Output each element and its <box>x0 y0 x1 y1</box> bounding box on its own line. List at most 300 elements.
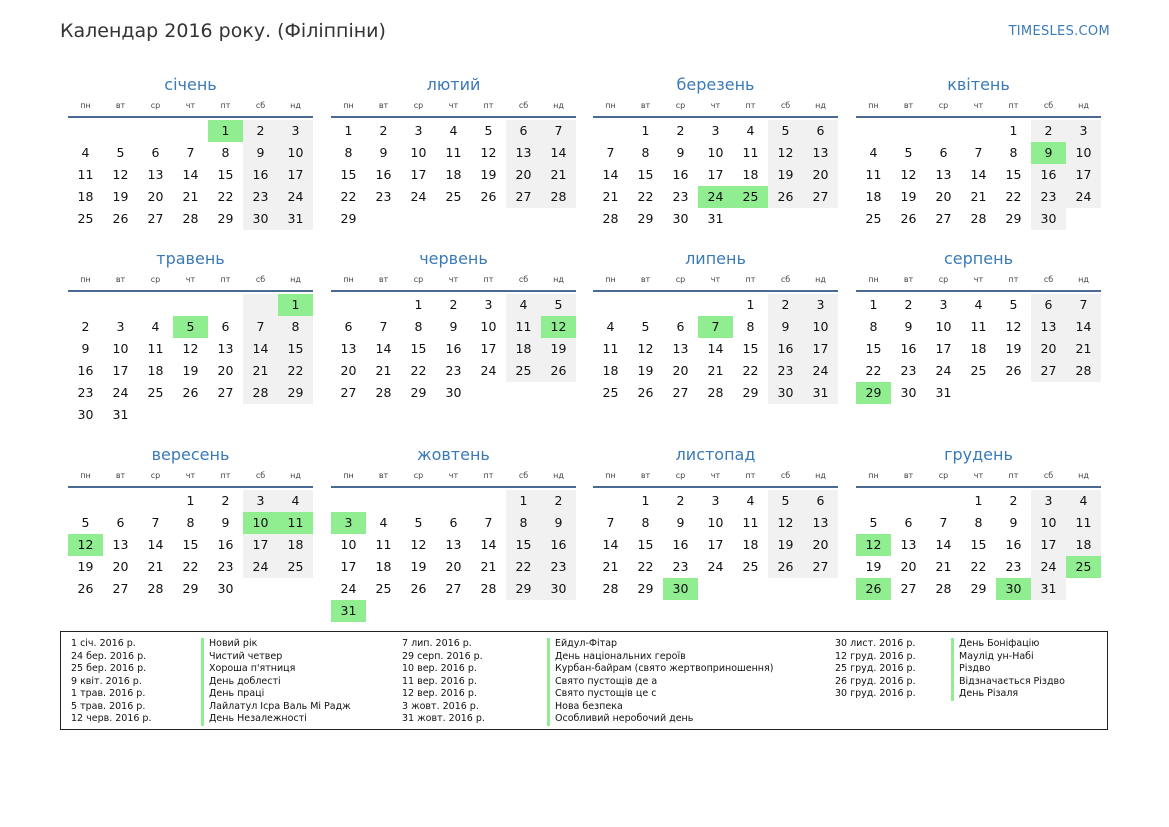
day-cell[interactable]: 20 <box>340 363 357 378</box>
day-cell[interactable]: 4 <box>746 493 755 508</box>
day-cell[interactable]: 3 <box>803 294 838 316</box>
day-cell[interactable]: 21 <box>602 189 619 204</box>
day-cell[interactable]: 26 <box>480 189 497 204</box>
day-cell[interactable]: 14 <box>970 167 987 182</box>
day-cell[interactable]: 17 <box>340 559 357 574</box>
day-cell[interactable]: 5 <box>173 316 208 338</box>
day-cell[interactable]: 15 <box>637 537 654 552</box>
day-cell[interactable]: 30 <box>541 578 576 600</box>
day-cell[interactable]: 26 <box>768 556 803 578</box>
day-cell[interactable]: 3 <box>1031 490 1066 512</box>
day-cell[interactable]: 8 <box>414 319 423 334</box>
day-cell[interactable]: 24 <box>1031 556 1066 578</box>
day-cell[interactable]: 25 <box>147 385 164 400</box>
day-cell[interactable]: 18 <box>147 363 164 378</box>
day-cell[interactable]: 28 <box>147 581 164 596</box>
day-cell[interactable]: 21 <box>541 164 576 186</box>
day-cell[interactable]: 13 <box>445 537 462 552</box>
day-cell[interactable]: 20 <box>445 559 462 574</box>
day-cell[interactable]: 23 <box>217 559 234 574</box>
day-cell[interactable]: 4 <box>974 297 983 312</box>
day-cell[interactable]: 15 <box>1005 167 1022 182</box>
day-cell[interactable]: 6 <box>939 145 948 160</box>
day-cell[interactable]: 25 <box>278 556 313 578</box>
day-cell[interactable]: 13 <box>803 142 838 164</box>
day-cell[interactable]: 13 <box>803 512 838 534</box>
day-cell[interactable]: 31 <box>112 407 129 422</box>
day-cell[interactable]: 22 <box>742 363 759 378</box>
day-cell[interactable]: 16 <box>900 341 917 356</box>
day-cell[interactable]: 24 <box>707 559 724 574</box>
day-cell[interactable]: 16 <box>77 363 94 378</box>
day-cell[interactable]: 25 <box>375 581 392 596</box>
day-cell[interactable]: 21 <box>1066 338 1101 360</box>
day-cell[interactable]: 7 <box>243 316 278 338</box>
day-cell[interactable]: 9 <box>243 142 278 164</box>
day-cell[interactable]: 13 <box>112 537 129 552</box>
day-cell[interactable]: 6 <box>221 319 230 334</box>
day-cell[interactable]: 12 <box>410 537 427 552</box>
day-cell[interactable]: 31 <box>707 211 724 226</box>
day-cell[interactable]: 11 <box>506 316 541 338</box>
day-cell[interactable]: 3 <box>711 493 720 508</box>
day-cell[interactable]: 11 <box>77 167 94 182</box>
day-cell[interactable]: 6 <box>506 120 541 142</box>
day-cell[interactable]: 21 <box>375 363 392 378</box>
day-cell[interactable]: 5 <box>116 145 125 160</box>
day-cell[interactable]: 13 <box>672 341 689 356</box>
day-cell[interactable]: 12 <box>480 145 497 160</box>
day-cell[interactable]: 18 <box>445 167 462 182</box>
day-cell[interactable]: 23 <box>445 363 462 378</box>
day-cell[interactable]: 1 <box>344 123 353 138</box>
day-cell[interactable]: 30 <box>663 578 698 600</box>
day-cell[interactable]: 31 <box>803 382 838 404</box>
day-cell[interactable]: 30 <box>243 208 278 230</box>
day-cell[interactable]: 5 <box>768 490 803 512</box>
day-cell[interactable]: 4 <box>379 515 388 530</box>
day-cell[interactable]: 19 <box>768 534 803 556</box>
day-cell[interactable]: 25 <box>1066 556 1101 578</box>
day-cell[interactable]: 24 <box>698 186 733 208</box>
day-cell[interactable]: 25 <box>865 211 882 226</box>
day-cell[interactable]: 7 <box>606 145 615 160</box>
day-cell[interactable]: 28 <box>970 211 987 226</box>
day-cell[interactable]: 11 <box>445 145 462 160</box>
day-cell[interactable]: 1 <box>506 490 541 512</box>
day-cell[interactable]: 29 <box>637 211 654 226</box>
day-cell[interactable]: 9 <box>676 145 685 160</box>
day-cell[interactable]: 17 <box>480 341 497 356</box>
day-cell[interactable]: 5 <box>641 319 650 334</box>
day-cell[interactable]: 16 <box>672 167 689 182</box>
day-cell[interactable]: 9 <box>541 512 576 534</box>
day-cell[interactable]: 20 <box>900 559 917 574</box>
day-cell[interactable]: 7 <box>606 515 615 530</box>
day-cell[interactable]: 6 <box>1031 294 1066 316</box>
day-cell[interactable]: 7 <box>939 515 948 530</box>
day-cell[interactable]: 7 <box>151 515 160 530</box>
day-cell[interactable]: 14 <box>602 167 619 182</box>
day-cell[interactable]: 22 <box>970 559 987 574</box>
day-cell[interactable]: 14 <box>480 537 497 552</box>
day-cell[interactable]: 30 <box>996 578 1031 600</box>
day-cell[interactable]: 25 <box>970 363 987 378</box>
day-cell[interactable]: 9 <box>221 515 230 530</box>
day-cell[interactable]: 1 <box>974 493 983 508</box>
day-cell[interactable]: 24 <box>1066 186 1101 208</box>
day-cell[interactable]: 13 <box>506 142 541 164</box>
day-cell[interactable]: 10 <box>278 142 313 164</box>
day-cell[interactable]: 2 <box>541 490 576 512</box>
day-cell[interactable]: 31 <box>1031 578 1066 600</box>
day-cell[interactable]: 16 <box>1005 537 1022 552</box>
day-cell[interactable]: 30 <box>672 211 689 226</box>
day-cell[interactable]: 17 <box>1066 164 1101 186</box>
day-cell[interactable]: 16 <box>541 534 576 556</box>
day-cell[interactable]: 11 <box>742 515 759 530</box>
day-cell[interactable]: 28 <box>602 211 619 226</box>
day-cell[interactable]: 16 <box>445 341 462 356</box>
day-cell[interactable]: 8 <box>344 145 353 160</box>
day-cell[interactable]: 23 <box>541 556 576 578</box>
day-cell[interactable]: 20 <box>506 164 541 186</box>
day-cell[interactable]: 10 <box>1066 142 1101 164</box>
day-cell[interactable]: 30 <box>900 385 917 400</box>
day-cell[interactable]: 26 <box>900 211 917 226</box>
day-cell[interactable]: 29 <box>856 382 891 404</box>
day-cell[interactable]: 25 <box>77 211 94 226</box>
day-cell[interactable]: 30 <box>768 382 803 404</box>
day-cell[interactable]: 11 <box>602 341 619 356</box>
day-cell[interactable]: 3 <box>331 512 366 534</box>
day-cell[interactable]: 1 <box>746 297 755 312</box>
day-cell[interactable]: 26 <box>637 385 654 400</box>
day-cell[interactable]: 27 <box>445 581 462 596</box>
day-cell[interactable]: 24 <box>480 363 497 378</box>
day-cell[interactable]: 22 <box>182 559 199 574</box>
day-cell[interactable]: 16 <box>375 167 392 182</box>
day-cell[interactable]: 30 <box>217 581 234 596</box>
day-cell[interactable]: 8 <box>278 316 313 338</box>
day-cell[interactable]: 12 <box>856 534 891 556</box>
day-cell[interactable]: 8 <box>641 145 650 160</box>
day-cell[interactable]: 4 <box>278 490 313 512</box>
day-cell[interactable]: 9 <box>904 319 913 334</box>
day-cell[interactable]: 1 <box>869 297 878 312</box>
day-cell[interactable]: 23 <box>1031 186 1066 208</box>
day-cell[interactable]: 14 <box>375 341 392 356</box>
day-cell[interactable]: 8 <box>221 145 230 160</box>
day-cell[interactable]: 20 <box>112 559 129 574</box>
day-cell[interactable]: 27 <box>935 211 952 226</box>
day-cell[interactable]: 19 <box>77 559 94 574</box>
day-cell[interactable]: 24 <box>935 363 952 378</box>
day-cell[interactable]: 12 <box>112 167 129 182</box>
day-cell[interactable]: 20 <box>672 363 689 378</box>
day-cell[interactable]: 11 <box>865 167 882 182</box>
day-cell[interactable]: 8 <box>869 319 878 334</box>
day-cell[interactable]: 19 <box>637 363 654 378</box>
day-cell[interactable]: 26 <box>182 385 199 400</box>
day-cell[interactable]: 7 <box>1066 294 1101 316</box>
day-cell[interactable]: 10 <box>707 515 724 530</box>
day-cell[interactable]: 24 <box>803 360 838 382</box>
day-cell[interactable]: 27 <box>217 385 234 400</box>
day-cell[interactable]: 13 <box>217 341 234 356</box>
day-cell[interactable]: 26 <box>112 211 129 226</box>
day-cell[interactable]: 27 <box>1031 360 1066 382</box>
day-cell[interactable]: 29 <box>970 581 987 596</box>
day-cell[interactable]: 19 <box>1005 341 1022 356</box>
day-cell[interactable]: 16 <box>217 537 234 552</box>
day-cell[interactable]: 27 <box>672 385 689 400</box>
day-cell[interactable]: 17 <box>278 164 313 186</box>
day-cell[interactable]: 26 <box>541 360 576 382</box>
day-cell[interactable]: 3 <box>278 120 313 142</box>
day-cell[interactable]: 11 <box>147 341 164 356</box>
day-cell[interactable]: 6 <box>151 145 160 160</box>
day-cell[interactable]: 7 <box>186 145 195 160</box>
day-cell[interactable]: 11 <box>375 537 392 552</box>
day-cell[interactable]: 22 <box>865 363 882 378</box>
brand-link[interactable]: TIMESLES.COM <box>1008 24 1110 39</box>
day-cell[interactable]: 26 <box>856 578 891 600</box>
day-cell[interactable]: 2 <box>449 297 458 312</box>
day-cell[interactable]: 12 <box>182 341 199 356</box>
day-cell[interactable]: 30 <box>445 385 462 400</box>
day-cell[interactable]: 11 <box>742 145 759 160</box>
day-cell[interactable]: 18 <box>602 363 619 378</box>
day-cell[interactable]: 15 <box>506 534 541 556</box>
day-cell[interactable]: 31 <box>935 385 952 400</box>
day-cell[interactable]: 15 <box>217 167 234 182</box>
day-cell[interactable]: 17 <box>803 338 838 360</box>
day-cell[interactable]: 29 <box>742 385 759 400</box>
day-cell[interactable]: 8 <box>641 515 650 530</box>
day-cell[interactable]: 16 <box>768 338 803 360</box>
day-cell[interactable]: 16 <box>672 537 689 552</box>
day-cell[interactable]: 23 <box>672 189 689 204</box>
day-cell[interactable]: 1 <box>186 493 195 508</box>
day-cell[interactable]: 6 <box>803 120 838 142</box>
day-cell[interactable]: 28 <box>480 581 497 596</box>
day-cell[interactable]: 18 <box>970 341 987 356</box>
day-cell[interactable]: 29 <box>217 211 234 226</box>
day-cell[interactable]: 20 <box>935 189 952 204</box>
day-cell[interactable]: 4 <box>506 294 541 316</box>
day-cell[interactable]: 14 <box>707 341 724 356</box>
day-cell[interactable]: 19 <box>182 363 199 378</box>
day-cell[interactable]: 17 <box>707 167 724 182</box>
day-cell[interactable]: 7 <box>698 316 733 338</box>
day-cell[interactable]: 27 <box>900 581 917 596</box>
day-cell[interactable]: 5 <box>81 515 90 530</box>
day-cell[interactable]: 10 <box>707 145 724 160</box>
day-cell[interactable]: 20 <box>803 164 838 186</box>
day-cell[interactable]: 18 <box>278 534 313 556</box>
day-cell[interactable]: 19 <box>112 189 129 204</box>
day-cell[interactable]: 29 <box>1005 211 1022 226</box>
day-cell[interactable]: 18 <box>865 189 882 204</box>
day-cell[interactable]: 19 <box>768 164 803 186</box>
day-cell[interactable]: 17 <box>410 167 427 182</box>
day-cell[interactable]: 9 <box>1031 142 1066 164</box>
day-cell[interactable]: 18 <box>742 537 759 552</box>
day-cell[interactable]: 30 <box>77 407 94 422</box>
day-cell[interactable]: 14 <box>243 338 278 360</box>
day-cell[interactable]: 11 <box>278 512 313 534</box>
day-cell[interactable]: 7 <box>379 319 388 334</box>
day-cell[interactable]: 23 <box>243 186 278 208</box>
day-cell[interactable]: 1 <box>208 120 243 142</box>
day-cell[interactable]: 12 <box>68 534 103 556</box>
day-cell[interactable]: 15 <box>340 167 357 182</box>
day-cell[interactable]: 26 <box>77 581 94 596</box>
day-cell[interactable]: 21 <box>243 360 278 382</box>
day-cell[interactable]: 3 <box>484 297 493 312</box>
day-cell[interactable]: 1 <box>278 294 313 316</box>
day-cell[interactable]: 2 <box>379 123 388 138</box>
day-cell[interactable]: 8 <box>506 512 541 534</box>
day-cell[interactable]: 10 <box>410 145 427 160</box>
day-cell[interactable]: 2 <box>243 120 278 142</box>
day-cell[interactable]: 25 <box>733 186 768 208</box>
day-cell[interactable]: 2 <box>1009 493 1018 508</box>
day-cell[interactable]: 30 <box>1031 208 1066 230</box>
day-cell[interactable]: 17 <box>935 341 952 356</box>
day-cell[interactable]: 29 <box>278 382 313 404</box>
day-cell[interactable]: 4 <box>449 123 458 138</box>
day-cell[interactable]: 13 <box>147 167 164 182</box>
day-cell[interactable]: 25 <box>445 189 462 204</box>
day-cell[interactable]: 20 <box>147 189 164 204</box>
day-cell[interactable]: 15 <box>182 537 199 552</box>
day-cell[interactable]: 28 <box>541 186 576 208</box>
day-cell[interactable]: 2 <box>676 123 685 138</box>
day-cell[interactable]: 25 <box>602 385 619 400</box>
day-cell[interactable]: 2 <box>221 493 230 508</box>
day-cell[interactable]: 18 <box>375 559 392 574</box>
day-cell[interactable]: 24 <box>243 556 278 578</box>
day-cell[interactable]: 9 <box>449 319 458 334</box>
day-cell[interactable]: 14 <box>182 167 199 182</box>
day-cell[interactable]: 1 <box>1009 123 1018 138</box>
day-cell[interactable]: 12 <box>1005 319 1022 334</box>
day-cell[interactable]: 2 <box>768 294 803 316</box>
day-cell[interactable]: 26 <box>768 186 803 208</box>
day-cell[interactable]: 9 <box>768 316 803 338</box>
day-cell[interactable]: 12 <box>900 167 917 182</box>
day-cell[interactable]: 2 <box>81 319 90 334</box>
day-cell[interactable]: 4 <box>151 319 160 334</box>
day-cell[interactable]: 3 <box>939 297 948 312</box>
day-cell[interactable]: 17 <box>707 537 724 552</box>
day-cell[interactable]: 24 <box>410 189 427 204</box>
day-cell[interactable]: 29 <box>340 211 357 226</box>
day-cell[interactable]: 3 <box>243 490 278 512</box>
day-cell[interactable]: 2 <box>1031 120 1066 142</box>
day-cell[interactable]: 21 <box>480 559 497 574</box>
day-cell[interactable]: 21 <box>970 189 987 204</box>
day-cell[interactable]: 12 <box>541 316 576 338</box>
day-cell[interactable]: 5 <box>541 294 576 316</box>
day-cell[interactable]: 22 <box>506 556 541 578</box>
day-cell[interactable]: 13 <box>1031 316 1066 338</box>
day-cell[interactable]: 25 <box>742 559 759 574</box>
day-cell[interactable]: 20 <box>803 534 838 556</box>
day-cell[interactable]: 19 <box>900 189 917 204</box>
day-cell[interactable]: 8 <box>186 515 195 530</box>
day-cell[interactable]: 8 <box>746 319 755 334</box>
day-cell[interactable]: 12 <box>768 512 803 534</box>
day-cell[interactable]: 8 <box>974 515 983 530</box>
day-cell[interactable]: 24 <box>112 385 129 400</box>
day-cell[interactable]: 10 <box>112 341 129 356</box>
day-cell[interactable]: 27 <box>340 385 357 400</box>
day-cell[interactable]: 6 <box>449 515 458 530</box>
day-cell[interactable]: 22 <box>340 189 357 204</box>
day-cell[interactable]: 9 <box>1009 515 1018 530</box>
day-cell[interactable]: 27 <box>803 556 838 578</box>
day-cell[interactable]: 7 <box>541 120 576 142</box>
day-cell[interactable]: 28 <box>1066 360 1101 382</box>
day-cell[interactable]: 5 <box>869 515 878 530</box>
day-cell[interactable]: 10 <box>935 319 952 334</box>
day-cell[interactable]: 10 <box>340 537 357 552</box>
day-cell[interactable]: 2 <box>676 493 685 508</box>
day-cell[interactable]: 21 <box>602 559 619 574</box>
day-cell[interactable]: 13 <box>340 341 357 356</box>
day-cell[interactable]: 15 <box>970 537 987 552</box>
day-cell[interactable]: 15 <box>637 167 654 182</box>
day-cell[interactable]: 1 <box>641 493 650 508</box>
day-cell[interactable]: 18 <box>77 189 94 204</box>
day-cell[interactable]: 20 <box>217 363 234 378</box>
day-cell[interactable]: 18 <box>506 338 541 360</box>
day-cell[interactable]: 29 <box>506 578 541 600</box>
day-cell[interactable]: 7 <box>484 515 493 530</box>
day-cell[interactable]: 3 <box>116 319 125 334</box>
day-cell[interactable]: 17 <box>112 363 129 378</box>
day-cell[interactable]: 13 <box>900 537 917 552</box>
day-cell[interactable]: 23 <box>672 559 689 574</box>
day-cell[interactable]: 6 <box>344 319 353 334</box>
day-cell[interactable]: 14 <box>602 537 619 552</box>
day-cell[interactable]: 16 <box>243 164 278 186</box>
day-cell[interactable]: 19 <box>480 167 497 182</box>
day-cell[interactable]: 23 <box>375 189 392 204</box>
day-cell[interactable]: 14 <box>1066 316 1101 338</box>
day-cell[interactable]: 16 <box>1031 164 1066 186</box>
day-cell[interactable]: 22 <box>217 189 234 204</box>
day-cell[interactable]: 26 <box>1005 363 1022 378</box>
day-cell[interactable]: 5 <box>768 120 803 142</box>
day-cell[interactable]: 5 <box>904 145 913 160</box>
day-cell[interactable]: 28 <box>182 211 199 226</box>
day-cell[interactable]: 19 <box>865 559 882 574</box>
day-cell[interactable]: 23 <box>900 363 917 378</box>
day-cell[interactable]: 31 <box>331 600 366 622</box>
day-cell[interactable]: 5 <box>414 515 423 530</box>
day-cell[interactable]: 13 <box>935 167 952 182</box>
day-cell[interactable]: 21 <box>935 559 952 574</box>
day-cell[interactable]: 15 <box>278 338 313 360</box>
day-cell[interactable]: 6 <box>676 319 685 334</box>
day-cell[interactable]: 21 <box>147 559 164 574</box>
day-cell[interactable]: 27 <box>112 581 129 596</box>
day-cell[interactable]: 29 <box>637 581 654 596</box>
